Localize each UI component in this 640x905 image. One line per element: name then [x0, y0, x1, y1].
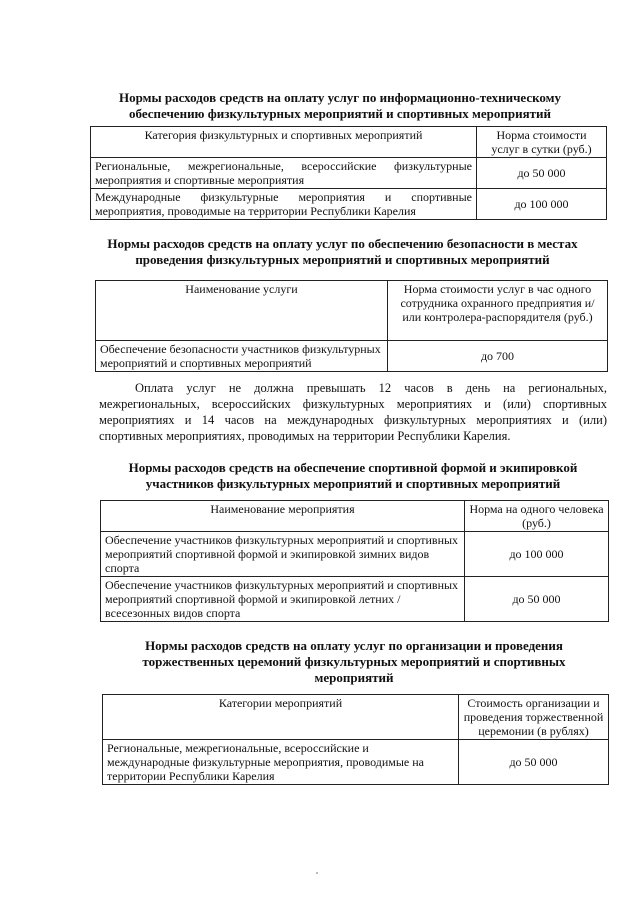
row-cost: до 50 000: [459, 740, 609, 785]
section4-title-line2: торжественных церемоний физкультурных мероприятий и спортивных: [142, 654, 566, 669]
section2-title: [95, 236, 590, 268]
header-norm: Норма стоимости услуг в час одного сотрудника охранного предприятия и/или контролера-распорядителя (руб.): [388, 281, 608, 341]
row-service: Обеспечение безопасности участников физкультурных мероприятий и спортивных мероприятий: [96, 341, 388, 372]
section3-title-line1: Нормы расходов средств на обеспечение спортивной формой и экипировкой: [128, 460, 578, 475]
section1-title: [90, 90, 590, 122]
header-service: Наименование услуги: [96, 281, 388, 341]
table-row: [91, 189, 607, 220]
section2-note: Оплата услуг не должна превышать 12 часов в день на региональных, межрегиональных, всероссийских физкультурных мероприятиях и (или) спортивных мероприятиях и 14 часов на международных физкультурных мероприятиях и (или) спортивных мероприятиях, проводимых на территории Республики Карелия.: [99, 381, 607, 443]
table-row: [91, 158, 607, 189]
section2-table: [95, 280, 608, 372]
table-header-row: [91, 127, 607, 158]
row-event: Обеспечение участников физкультурных мероприятий и спортивных мероприятий спортивной формой и экипировкой летних /всесезонных видов спорта: [101, 577, 465, 622]
section4-title-line1: Нормы расходов средств на оплату услуг по организации и проведения: [145, 638, 563, 653]
header-category: Категория физкультурных и спортивных мероприятий: [91, 127, 477, 158]
scan-speck: [316, 872, 318, 874]
row-category: Международные физкультурные мероприятия и спортивные мероприятия, проводимые на территории Республики Карелия: [91, 189, 477, 220]
section4-title-line3: мероприятий: [314, 670, 394, 685]
row-norm: до 100 000: [465, 532, 609, 577]
section1-title-line1: Нормы расходов средств на оплату услуг по информационно-техническому: [118, 90, 562, 105]
section2-title-line2: проведения физкультурных мероприятий и спортивных мероприятий: [135, 252, 550, 267]
section1-table: [90, 126, 607, 220]
section2-title-line1: Нормы расходов средств на оплату услуг по обеспечению безопасности в местах: [107, 236, 578, 251]
row-norm: до 50 000: [477, 158, 607, 189]
section3-title-line2: участников физкультурных мероприятий и спортивных мероприятий: [145, 476, 561, 491]
row-event: Обеспечение участников физкультурных мероприятий и спортивных мероприятий спортивной формой и экипировкой зимних видов спорта: [101, 532, 465, 577]
row-norm: до 100 000: [477, 189, 607, 220]
header-event: Наименование мероприятия: [101, 501, 465, 532]
section4-table: [102, 694, 609, 785]
header-category: Категории мероприятий: [103, 695, 459, 740]
section3-table: [100, 500, 609, 622]
section1-title-line2: обеспечению физкультурных мероприятий и спортивных мероприятий: [129, 106, 551, 121]
table-header-row: [101, 501, 609, 532]
row-category: Региональные, межрегиональные, всероссийские и международные физкультурные мероприятия, проводимые на территории Республики Карелия: [103, 740, 459, 785]
row-category: Региональные, межрегиональные, всероссийские физкультурные мероприятия и спортивные мероприятия: [91, 158, 477, 189]
table-row: [101, 577, 609, 622]
table-header-row: [103, 695, 609, 740]
header-norm: Норма стоимости услуг в сутки (руб.): [477, 127, 607, 158]
section4-title: [100, 638, 608, 686]
header-norm: Норма на одного человека (руб.): [465, 501, 609, 532]
row-norm: до 50 000: [465, 577, 609, 622]
header-cost: Стоимость организации и проведения торжественной церемонии (в рублях): [459, 695, 609, 740]
section3-title: [98, 460, 608, 492]
table-row: [101, 532, 609, 577]
row-norm: до 700: [388, 341, 608, 372]
table-row: [96, 341, 608, 372]
table-header-row: [96, 281, 608, 341]
table-row: [103, 740, 609, 785]
